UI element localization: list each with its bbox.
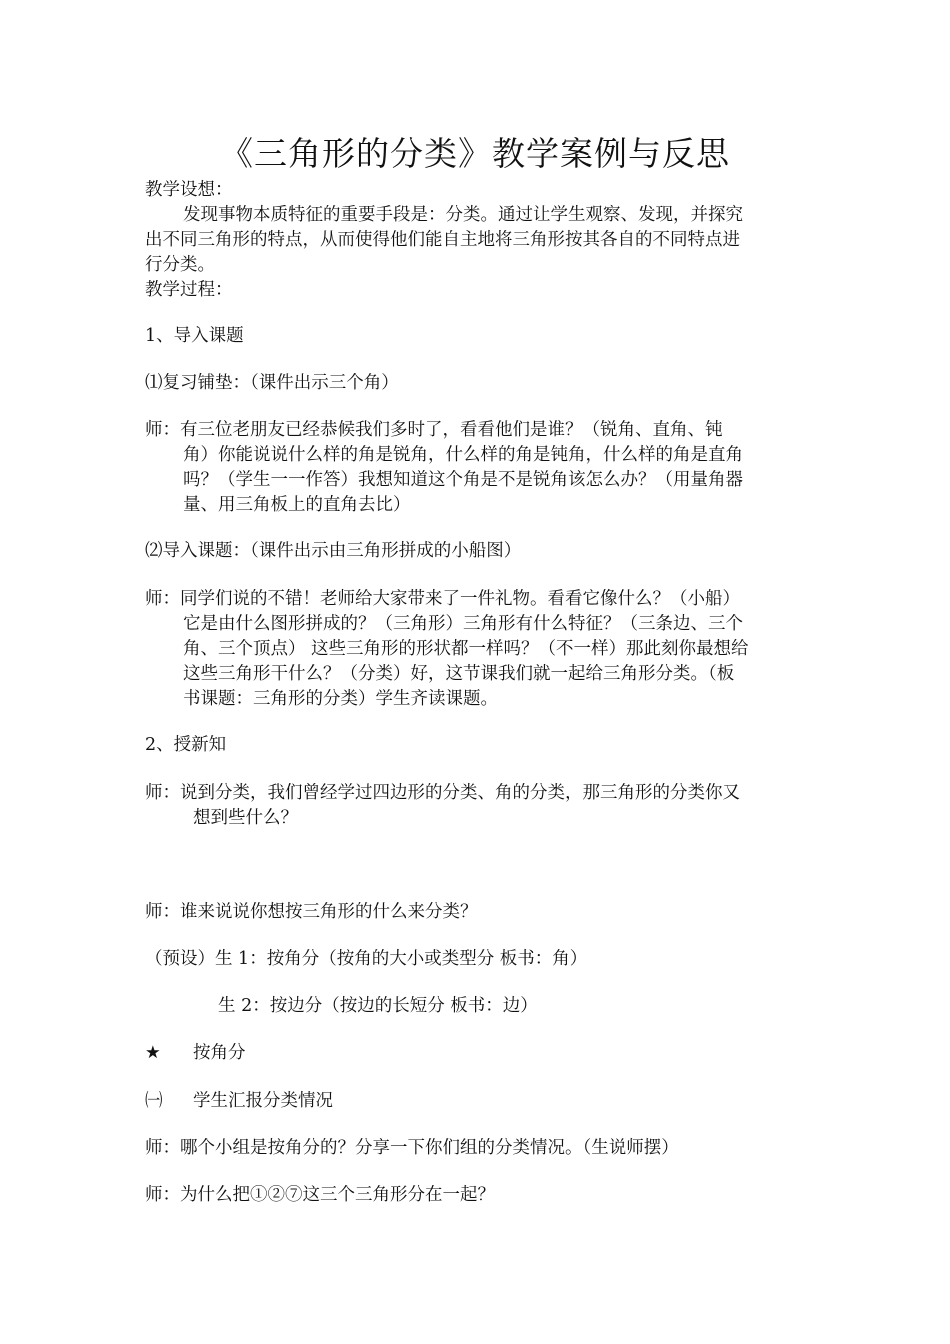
teacher-line: 师：哪个小组是按角分的？分享一下你们组的分类情况。（生说师摆） [145, 1138, 679, 1158]
teaching-idea-text: 出不同三角形的特点，从而使得他们能自主地将三角形按其各自的不同特点进 [145, 230, 740, 250]
teacher-line: 吗？（学生一一作答）我想知道这个角是不是锐角该怎么办？（用量角器 [183, 470, 743, 490]
step-heading: ⑴复习铺垫：（课件出示三个角） [145, 373, 399, 393]
teacher-line: 师：为什么把①②⑦这三个三角形分在一起？ [145, 1185, 495, 1205]
teaching-idea-heading: 教学设想： [145, 180, 233, 200]
teacher-line: 师：有三位老朋友已经恭候我们多时了，看看他们是谁？（锐角、直角、钝 [145, 420, 723, 440]
teacher-line: 师：谁来说说你想按三角形的什么来分类？ [145, 902, 478, 922]
student-line: 生 2：按边分（按边的长短分 板书：边） [218, 996, 538, 1016]
step-heading: ⑵导入课题：（课件出示由三角形拼成的小船图） [145, 541, 522, 561]
teacher-line: 这些三角形干什么？（分类）好，这节课我们就一起给三角形分类。（板 [183, 664, 735, 684]
teacher-line: 师：同学们说的不错！老师给大家带来了一件礼物。看看它像什么？（小船） [145, 589, 740, 609]
teacher-line: 量、用三角板上的直角去比） [183, 495, 411, 515]
teacher-line: 角、三个顶点） 这些三角形的形状都一样吗？（不一样）那此刻你最想给 [183, 639, 749, 659]
teacher-line: 角）你能说说什么样的角是锐角，什么样的角是钝角，什么样的角是直角 [183, 445, 743, 465]
teacher-line: 它是由什么图形拼成的？（三角形）三角形有什么特征？（三条边、三个 [183, 614, 743, 634]
teaching-idea-text: 行分类。 [145, 255, 215, 275]
teacher-line: 师：说到分类，我们曾经学过四边形的分类、角的分类，那三角形的分类你又 [145, 783, 740, 803]
teaching-process-heading: 教学过程： [145, 280, 233, 300]
section-heading: 2、授新知 [145, 735, 227, 755]
subsection-heading: 学生汇报分类情况 [193, 1091, 333, 1111]
teacher-line: 想到些什么？ [193, 808, 298, 828]
page-title: 《三角形的分类》教学案例与反思 [220, 134, 730, 173]
section-heading: 1、导入课题 [145, 326, 244, 346]
student-line: （预设）生 1：按角分（按角的大小或类型分 板书：角） [145, 949, 588, 969]
teaching-idea-text: 发现事物本质特征的重要手段是：分类。通过让学生观察、发现，并探究 [183, 205, 743, 225]
subsection-heading: 按角分 [193, 1043, 246, 1063]
teacher-line: 书课题：三角形的分类）学生齐读课题。 [183, 689, 498, 709]
star-icon: ★ [145, 1043, 161, 1063]
subsection-marker: ㈠ [145, 1091, 163, 1111]
